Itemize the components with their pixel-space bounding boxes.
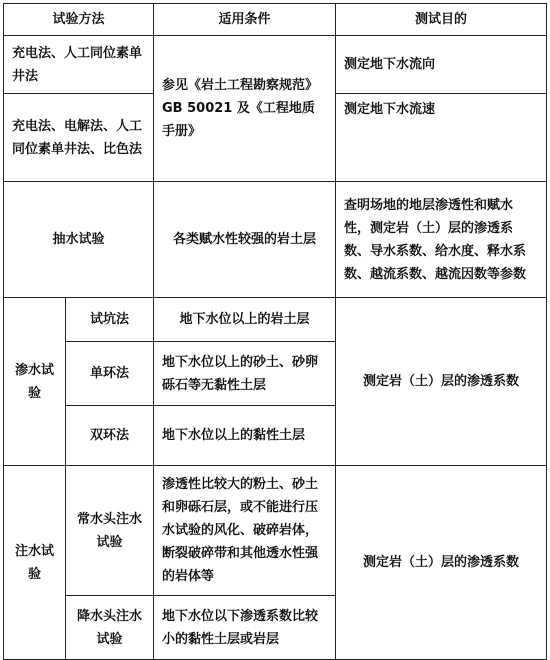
method-cell: 试坑法 [66,298,154,342]
method-cell: 充电法、人工同位素单井法 [4,36,154,94]
condition-cell: 各类赋水性较强的岩土层 [154,182,336,298]
table-row [4,298,547,342]
test-method-table [3,3,547,660]
method-cell: 双环法 [66,406,154,466]
group-cell: 渗水试验 [4,298,66,466]
purpose-cell: 测定地下水流速 [336,94,547,182]
method-cell: 单环法 [66,342,154,406]
condition-cell: 地下水位以上的黏性土层 [154,406,336,466]
method-cell: 降水头注水试验 [66,596,154,660]
condition-cell: 渗透性比较大的粉土、砂土和卵砾石层，或不能进行压水试验的风化、破碎岩体，断裂破碎带和其他透水性强的岩体等 [154,466,336,596]
condition-cell: 地下水位以上的岩土层 [154,298,336,342]
method-cell: 抽水试验 [4,182,154,298]
method-cell: 充电法、电解法、人工同位素单井法、比色法 [4,94,154,182]
table-row [4,36,547,94]
method-cell: 常水头注水试验 [66,466,154,596]
table-row [4,466,547,596]
purpose-cell: 测定岩（土）层的渗透系数 [336,466,547,660]
header-method: 试验方法 [4,4,154,36]
condition-cell: 地下水位以上的砂土、砂卵砾石等无黏性土层 [154,342,336,406]
header-purpose: 测试目的 [336,4,547,36]
header-row [4,4,547,36]
table-row [4,182,547,298]
purpose-cell: 测定地下水流向 [336,36,547,94]
purpose-cell: 测定岩（土）层的渗透系数 [336,298,547,466]
group-cell: 注水试验 [4,466,66,660]
purpose-cell: 查明场地的地层渗透性和赋水性，测定岩（土）层的渗透系数、导水系数、给水度、释水系数、越流系数、越流因数等参数 [336,182,547,298]
header-condition: 适用条件 [154,4,336,36]
condition-cell: 参见《岩土工程勘察规范》GB 50021 及《工程地质手册》 [154,36,336,182]
condition-cell: 地下水位以下渗透系数比较小的黏性土层或岩层 [154,596,336,660]
